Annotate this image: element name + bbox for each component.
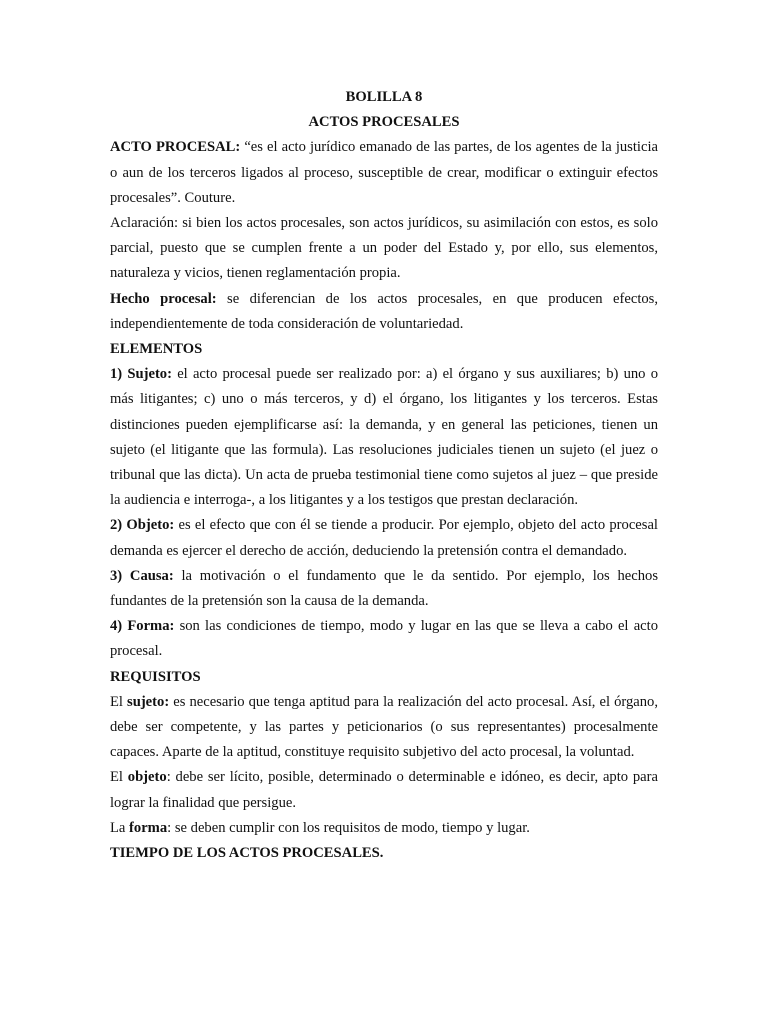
document-page bbox=[110, 85, 658, 866]
objeto-paragraph bbox=[110, 513, 658, 563]
causa-label: 3) Causa: bbox=[110, 567, 174, 584]
acto-procesal-paragraph bbox=[110, 135, 658, 211]
req-forma-text: : se deben cumplir con los requisitos de modo, tiempo y lugar. bbox=[167, 819, 530, 836]
acto-procesal-label: ACTO PROCESAL: bbox=[110, 139, 241, 156]
forma-paragraph bbox=[110, 614, 658, 664]
req-sujeto-label: sujeto: bbox=[127, 693, 170, 710]
document-subtitle: ACTOS PROCESALES bbox=[308, 114, 460, 131]
req-sujeto-prefix: El bbox=[110, 693, 128, 710]
causa-text: la motivación o el fundamento que le da sentido. Por ejemplo, los hechos fundantes de la pretensión son la causa de la demanda. bbox=[110, 567, 659, 610]
document-title: BOLILLA 8 bbox=[345, 89, 423, 105]
hecho-procesal-paragraph bbox=[110, 287, 658, 337]
sujeto-paragraph bbox=[110, 362, 658, 513]
req-sujeto-paragraph bbox=[110, 690, 658, 766]
forma-label: 4) Forma: bbox=[110, 618, 175, 635]
sujeto-text: el acto procesal puede ser realizado por: a) el órgano y sus auxiliares; b) uno o más litigantes; c) uno o más terceros, y d) el órgano, los litigantes y los terceros. Estas distinciones pueden ejemplificarse así: la demanda, y en general las peticiones, tienen un sujeto (el litigante que las formula). Las resoluciones judiciales tienen un sujeto (el juez o tribunal que las dicta). Un acta de prueba testimonial tiene como sujetos al juez – que preside la audiencia e interroga-, a los litigantes y a los testigos que prestan declaración. bbox=[110, 366, 658, 509]
hecho-procesal-text: se diferencian de los actos procesales, en que producen efectos, independientemente de toda consideración de voluntariedad. bbox=[110, 290, 658, 332]
objeto-text: es el efecto que con él se tiende a producir. Por ejemplo, objeto del acto procesal demanda es ejercer el derecho de acción, deduciendo la pretensión contra el demandado. bbox=[110, 517, 658, 559]
forma-text: son las condiciones de tiempo, modo y lugar en las que se lleva a cabo el acto procesal. bbox=[110, 618, 658, 660]
req-objeto-prefix: El bbox=[110, 769, 128, 786]
elementos-heading: ELEMENTOS bbox=[110, 341, 203, 358]
req-objeto-paragraph bbox=[110, 765, 658, 815]
requisitos-heading: REQUISITOS bbox=[110, 668, 201, 685]
req-forma-label: forma bbox=[129, 819, 168, 836]
tiempo-heading: TIEMPO DE LOS ACTOS PROCESALES. bbox=[110, 845, 384, 862]
req-objeto-text: : debe ser lícito, posible, determinado o determinable e idóneo, es decir, apto para lograr la finalidad que persigue. bbox=[110, 769, 658, 811]
aclaracion-paragraph: Aclaración: si bien los actos procesales, son actos jurídicos, su asimilación con estos, es solo parcial, puesto que se cumplen frente a un poder del Estado y, por ello, sus elementos, naturaleza y vicios, tienen reglamentación propia. bbox=[110, 215, 658, 282]
causa-paragraph bbox=[110, 564, 658, 614]
objeto-label: 2) Objeto: bbox=[110, 517, 175, 534]
acto-procesal-text: “es el acto jurídico emanado de las partes, de los agentes de la justicia o aun de los terceros ligados al proceso, susceptible de crear, modificar o extinguir efectos procesales”. Couture. bbox=[110, 139, 658, 206]
req-forma-paragraph bbox=[110, 816, 658, 841]
req-forma-prefix: La bbox=[110, 819, 130, 836]
req-objeto-label: objeto bbox=[127, 769, 167, 786]
sujeto-label: 1) Sujeto: bbox=[110, 366, 172, 383]
hecho-procesal-label: Hecho procesal: bbox=[110, 290, 217, 307]
req-sujeto-text: es necesario que tenga aptitud para la realización del acto procesal. Así, el órgano, debe ser competente, y las partes y peticionarios (o sus representantes) procesalmente capaces. Aparte de la aptitud, constituye requisito subjetivo del acto procesal, la voluntad. bbox=[110, 693, 658, 761]
